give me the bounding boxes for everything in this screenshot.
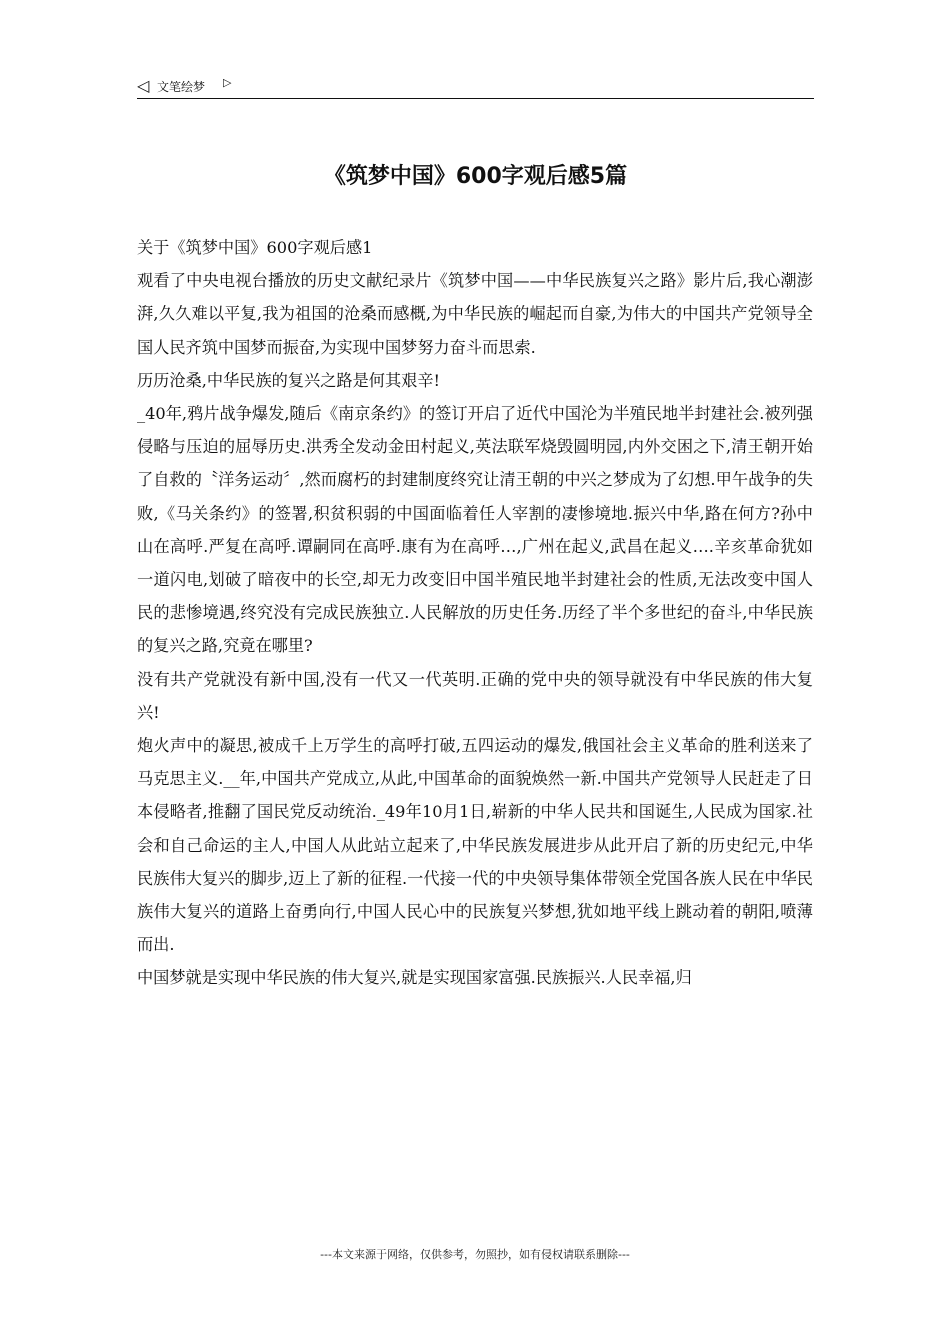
brand-label: 文笔绘梦	[157, 80, 206, 94]
triangle-left-icon: ◁	[137, 76, 150, 95]
section-heading: 关于《筑梦中国》600字观后感1	[137, 238, 373, 257]
document-title: 《筑梦中国》600字观后感5篇	[323, 163, 628, 189]
paragraph: 中国梦就是实现中华民族的伟大复兴,就是实现国家富强.民族振兴.人民幸福,归	[137, 968, 692, 988]
paragraph: 炮火声中的凝思,被成千上万学生的高呼打破,五四运动的爆发,俄国社会主义革命的胜利送来了马克思主义.__年,中国共产党成立,从此,中国革命的面貌焕然一新.中国共产党领导人民赶走了日本侵略者,推翻了国民党反动统治._49年10月1日,崭新的中华人民共和国诞生,人民成为国家.社会和自己命运的主人,中国人从此站立起来了,中华民族发展进步从此开启了新的历史纪元,中华民族伟大复兴的脚步,迈上了新的征程.一代接一代的中央领导集体带领全党国各族人民在中华民族伟大复兴的道路上奋勇向行,中国人民心中的民族复兴梦想,犹如地平线上跳动着的朝阳,喷薄而出.	[137, 736, 813, 955]
document-body	[137, 231, 813, 995]
page-header	[137, 76, 814, 98]
paragraph: _40年,鸦片战争爆发,随后《南京条约》的签订开启了近代中国沦为半殖民地半封建社会.被列强侵略与压迫的屈辱历史.洪秀全发动金田村起义,英法联军烧毁圆明园,内外交困之下,清王朝开始了自救的〝洋务运动〞,然而腐朽的封建制度终究让清王朝的中兴之梦成为了幻想.甲午战争的失败,《马关条约》的签署,积贫积弱的中国面临着任人宰割的凄惨境地.振兴中华,路在何方?孙中山在高呼.严复在高呼.谭嗣同在高呼.康有为在高呼…,广州在起义,武昌在起义….辛亥革命犹如一道闪电,划破了暗夜中的长空,却无力改变旧中国半殖民地半封建社会的性质,无法改变中国人民的悲惨境遇,终究没有完成民族独立.人民解放的历史任务.历经了半个多世纪的奋斗,中华民族的复兴之路,究竟在哪里?	[137, 404, 813, 656]
paragraph: 历历沧桑,中华民族的复兴之路是何其艰辛!	[137, 370, 441, 390]
paragraph: 没有共产党就没有新中国,没有一代又一代英明.正确的党中央的领导就没有中华民族的伟大复兴!	[137, 669, 813, 722]
header-divider	[137, 98, 814, 99]
triangle-right-icon: ▷	[223, 76, 232, 89]
page-footer: ---本文来源于网络，仅供参考，勿照抄，如有侵权请联系删除---	[320, 1248, 630, 1261]
paragraph: 观看了中央电视台播放的历史文献纪录片《筑梦中国——中华民族复兴之路》影片后,我心潮澎湃,久久难以平复,我为祖国的沧桑而感概,为中华民族的崛起而自豪,为伟大的中国共产党领导全国人民齐筑中国梦而振奋,为实现中国梦努力奋斗而思索.	[137, 271, 813, 357]
